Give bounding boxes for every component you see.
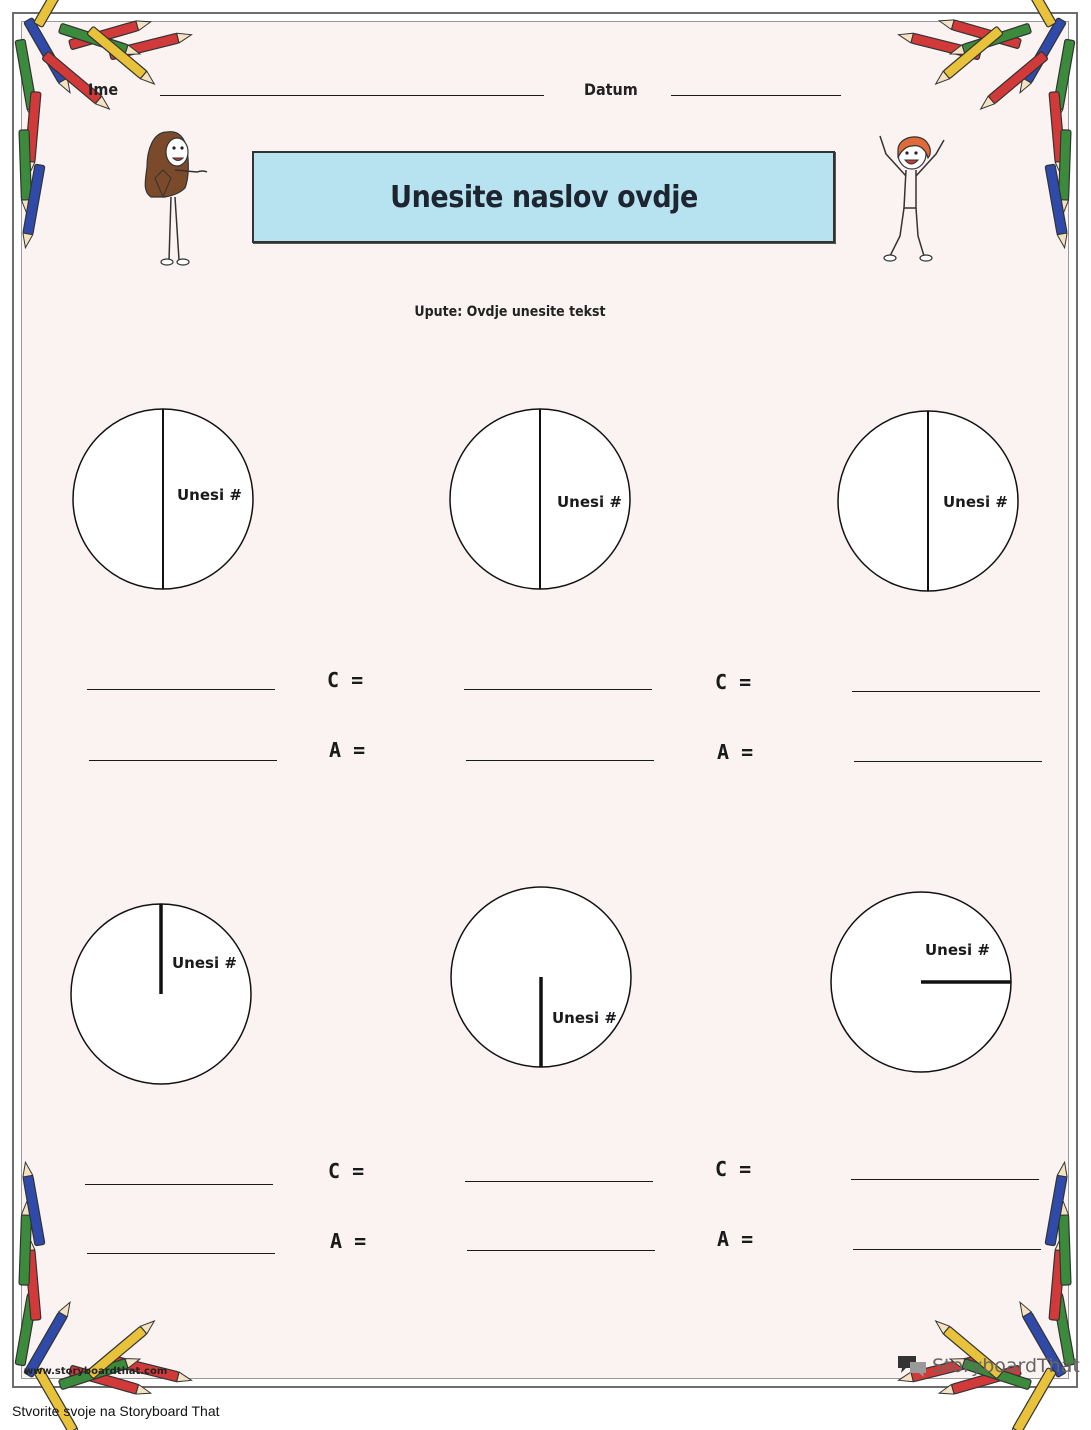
answer-line-a-1[interactable]: [89, 760, 277, 761]
answer-line-a-3[interactable]: [854, 761, 1042, 762]
answer-line-c-2[interactable]: [464, 689, 652, 690]
measure-label-2[interactable]: Unesi #: [557, 493, 622, 511]
c-label-3: C =: [328, 1159, 365, 1183]
circle-problem-6: [831, 892, 1011, 1072]
c-label-4: C =: [715, 1157, 752, 1181]
watermark-logo-text: StoryboardThat: [932, 1355, 1080, 1377]
measure-label-5[interactable]: Unesi #: [552, 1009, 617, 1027]
circle-problem-3: [838, 411, 1018, 591]
answer-line-c-1[interactable]: [87, 689, 275, 690]
footer-text[interactable]: Stvorite svoje na Storyboard That: [12, 1403, 220, 1419]
a-label-4: A =: [717, 1227, 754, 1251]
circle-problem-5: [451, 887, 631, 1067]
storyboard-logo-icon: [896, 1353, 930, 1379]
c-label-1: C =: [327, 668, 364, 692]
page-title: Unesite naslov ovdje: [389, 179, 698, 215]
a-label-3: A =: [330, 1229, 367, 1253]
circle-problem-2: [450, 409, 630, 589]
measure-label-4[interactable]: Unesi #: [172, 954, 237, 972]
answer-line-c-6[interactable]: [851, 1179, 1039, 1180]
a-label-1: A =: [329, 738, 366, 762]
answer-line-c-4[interactable]: [85, 1184, 273, 1185]
circle-problem-1: [73, 409, 253, 589]
measure-label-3[interactable]: Unesi #: [943, 493, 1008, 511]
answer-line-a-5[interactable]: [467, 1250, 655, 1251]
answer-line-c-5[interactable]: [465, 1181, 653, 1182]
c-label-2: C =: [715, 670, 752, 694]
date-label: Datum: [584, 80, 638, 99]
watermark-logo: [896, 1352, 1080, 1380]
measure-label-1[interactable]: Unesi #: [177, 486, 242, 504]
circle-problem-4: [71, 904, 251, 1084]
answer-line-a-4[interactable]: [87, 1253, 275, 1254]
a-label-2: A =: [717, 740, 754, 764]
name-label: Ime: [88, 80, 119, 99]
instructions: Upute: Ovdje unesite tekst: [414, 304, 606, 320]
answer-line-a-2[interactable]: [466, 760, 654, 761]
watermark-url: www.storyboardthat.com: [24, 1366, 168, 1377]
measure-label-6[interactable]: Unesi #: [925, 941, 990, 959]
answer-line-a-6[interactable]: [853, 1249, 1041, 1250]
answer-line-c-3[interactable]: [852, 691, 1040, 692]
